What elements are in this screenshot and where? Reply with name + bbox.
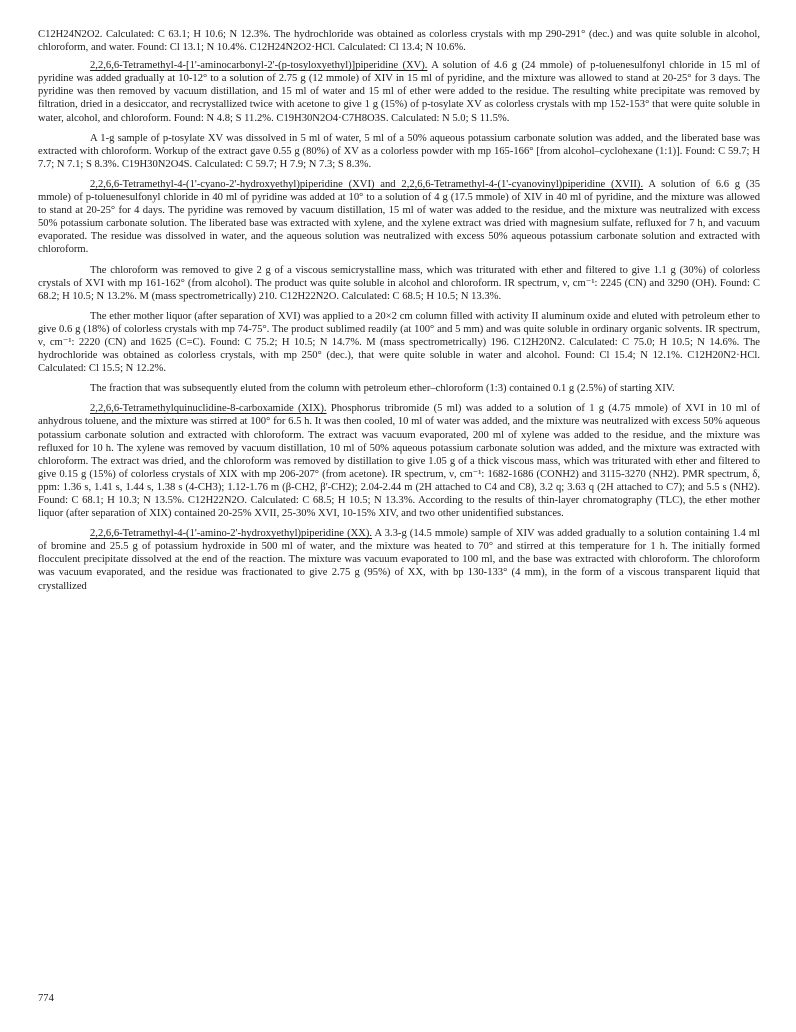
paragraph-5-text: The chloroform was removed to give 2 g of a viscous semicrystalline mass, which was triturated with ether and filtered to give 1.1 g (30%) of colorless crystals of XVI with mp 161-162° (from alcohol). The product was quite soluble in alcohol and chloroform. IR spectrum, ν, cm⁻¹: 2245 (CN) and 3290 (OH). Found: C 68.2; H 10.5; N 13.2%. M (mass spectrometrically) 210. C12H22N2O. Calculated: C 68.5; H 10.5; N 13.3%. bbox=[38, 264, 760, 302]
paragraph-3-text: A 1-g sample of p-tosylate XV was dissolved in 5 ml of water, 5 ml of a 50% aqueous potassium carbonate solution was added, and the liberated base was extracted with chloroform. Workup of the extract gave 0.55 g (80%) of XV as a colorless powder with mp 165-166° [from alcohol–cyclohexane (1:1)]. Found: C 59.7; H 7.7; N 7.1; S 8.3%. C19H30N2O4S. Calculated: C 59.7; H 7.9; N 7.3; S 8.3%. bbox=[38, 132, 760, 170]
paragraph-6-text: The ether mother liquor (after separation of XVI) was applied to a 20×2 cm column filled with activity II aluminum oxide and eluted with petroleum ether to give 0.6 g (18%) of colorless crystals with mp 74-75°. The product sublimed readily (at 100° and 5 mm) and was quite soluble in ordinary organic solvents. IR spectrum, ν, cm⁻¹: 2220 (CN) and 1625 (C=C). Found: C 75.2; H 10.5; N 14.7%. M (mass spectrometrically) 196. C12H20N2. Calculated: C 75.0; H 10.5; N 14.6%. The hydrochloride was obtained as colorless crystals, with mp 250° (dec.), that were quite soluble in water and alcohol. Found: Cl 15.4; N 12.1%. C12H20N2·HCl. Calculated: Cl 15.5; N 12.2%. bbox=[38, 310, 760, 375]
paragraph-8 bbox=[38, 402, 760, 520]
paragraph-6 bbox=[38, 310, 760, 375]
paragraph-1-text: C12H24N2O2. Calculated: C 63.1; H 10.6; N 12.3%. The hydrochloride was obtained as colorless crystals with mp 290-291° (dec.) and was quite soluble in alcohol, chloroform, and water. Found: Cl 13.1; N 10.4%. C12H24N2O2·HCl. Calculated: Cl 13.4; N 10.6%. bbox=[38, 29, 760, 54]
paragraph-9-text: A 3.3-g (14.5 mmole) sample of XIV was added gradually to a solution containing 1.4 ml of bromine and 25.5 g of potassium hydroxide in 500 ml of water, and the mixture was heated to 70° and stirred at this temperature for 1 h. The initially formed flocculent precipitate dissolved at the end of the reaction. The mixture was vacuum evaporated to 100 ml, and the base was extracted with chloroform. The chloroform was vacuum evaporated, and the residue was fractionated to give 2.75 g (95%) of XX, with bp 130-133° (4 mm), in the form of a viscous transparent liquid that crystallized bbox=[38, 528, 760, 592]
paragraph-5 bbox=[38, 264, 760, 303]
compound-heading-xx: 2,2,6,6-Tetramethyl-4-(1'-amino-2'-hydroxyethyl)piperidine (XX). bbox=[90, 528, 373, 540]
paragraph-4 bbox=[38, 178, 760, 257]
paragraph-9 bbox=[38, 527, 760, 592]
compound-heading-xv: 2,2,6,6-Tetramethyl-4-[1'-aminocarbonyl-2'-(p-tosyloxyethyl)]piperidine (XV). bbox=[90, 60, 428, 72]
paragraph-2-text: A solution of 4.6 g (24 mmole) of p-toluenesulfonyl chloride in 15 ml of pyridine was added gradually at 10-12° to a solution of 2.75 g (12 mmole) of XIV in 15 ml of pyridine, and the mixture was allowed to stand at 20-25° for 3 days. The pyridine was then removed by vacuum distillation, and 15 ml of water and 15 ml of ether were added to the residue. The resulting white precipitate was removed by filtration, dried in a desiccator, and recrystallized twice with acetone to give 1 g (15%) of p-tosylate XV as colorless crystals with mp 152-153° that were quite soluble in water, alcohol, and chloroform. Found: N 4.8; S 11.2%. C19H30N2O4·C7H8O3S. Calculated: N 5.0; S 11.5%. bbox=[38, 60, 760, 124]
paragraph-3 bbox=[38, 132, 760, 171]
paragraph-7 bbox=[38, 382, 760, 395]
paragraph-2 bbox=[38, 59, 760, 124]
paragraph-4-text: A solution of 6.6 g (35 mmole) of p-toluenesulfonyl chloride in 40 ml of pyridine was added at 10° to a solution of 4 g (17.5 mmole) of XIV in 40 ml of pyridine, and the mixture was allowed to stand at 20-25° for 4 days. The pyridine was removed by vacuum distillation, 15 ml of water was added to the residue, and the mixture was neutralized with excess 50% potassium carbonate solution. The liberated base was extracted with xylene, and the xylene extract was dried with magnesium sulfate, refluxed for 7 h, and vacuum evaporated. The residue was dissolved in water, and the aqueous solution was neutralized with excess 50% aqueous potassium carbonate solution and extracted with chloroform. bbox=[38, 178, 760, 256]
paragraph-8-text: Phosphorus tribromide (5 ml) was added to a solution of 1 g (4.75 mmole) of XVI in 10 ml of anhydrous toluene, and the mixture was stirred at 100° for 6.5 h. It was then cooled, 10 ml of water was added, and the mixture was neutralized with excess 50% aqueous potassium carbonate solution and extracted with chloroform. The extract was vacuum evaporated, 200 ml of xylene was added to the residue, and the mixture was refluxed for 10 h. The xylene was removed by vacuum distillation, 10 ml of 50% aqueous potassium carbonate solution was added, and the mixture was extracted with chloroform. The extract was dried, and the chloroform was removed by distillation to give 1.05 g of a thick viscous mass, which was triturated with ether and filtered to give 0.15 g (15%) of colorless crystals of XIX with mp 206-207° (from acetone). IR spectrum, ν, cm⁻¹: 1682-1686 (CONH2) and 3115-3270 (NH2). PMR spectrum, δ, ppm: 1.36 s, 1.41 s, 1.44 s, 1.38 s (4-CH3); 1.12-1.76 m (β-CH2, β'-CH2); 2.04-2.44 m (2H attached to C4 and C8), 3.2 q; 3.63 q (2H attached to C7); and 5.5 s (NH2). Found: C 68.1; H 10.3; N 13.5%. C12H22N2O. Calculated: C 68.5; H 10.5; N 13.3%. According to the results of thin-layer chromatography (TLC), the ether mother liquor (after separation of XIX) contained 20-25% XVII, 25-30% XVI, 10-15% XIV, and two other unidentified substances. bbox=[38, 403, 761, 520]
paragraph-1 bbox=[38, 28, 760, 54]
compound-heading-xix: 2,2,6,6-Tetramethylquinuclidine-8-carboxamide (XIX). bbox=[90, 403, 327, 415]
compound-heading-xvi-xvii: 2,2,6,6-Tetramethyl-4-(1'-cyano-2'-hydroxyethyl)piperidine (XVI) and 2,2,6,6-Tetramethyl-4-(1'-cyanovinyl)piperidine (XVII). bbox=[90, 178, 644, 190]
paragraph-7-text: The fraction that was subsequently eluted from the column with petroleum ether–chloroform (1:3) contained 0.1 g (2.5%) of starting XIV. bbox=[90, 383, 675, 395]
page-number: 774 bbox=[38, 993, 54, 1004]
